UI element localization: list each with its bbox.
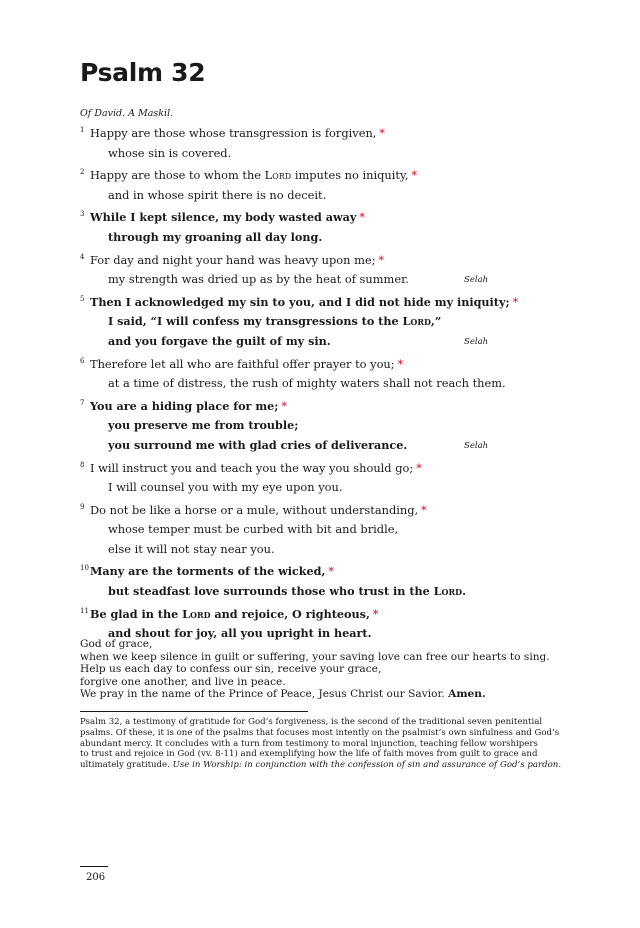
verse-9 [80, 501, 560, 560]
verse-text: but steadfast love surrounds those who trust in the [108, 584, 434, 599]
verse-continuation-line [80, 478, 560, 498]
prayer-line: Help us each day to confess our sin, receive your grace, [80, 663, 382, 676]
verse-text: Do not be like a horse or a mule, without understanding, [90, 502, 419, 517]
pointing-asterisk: * [411, 169, 418, 183]
verse-continuation-line [80, 540, 560, 560]
pointing-asterisk: * [372, 607, 379, 621]
page-number: 206 [86, 872, 106, 883]
verse-number: 9 [80, 502, 85, 511]
pointing-asterisk: * [359, 211, 365, 225]
verse-10 [80, 562, 560, 601]
verse-first-line [80, 293, 560, 313]
verse-number: 5 [80, 294, 85, 303]
psalm-superscription: Of David. A Maskil. [80, 108, 174, 119]
verse-first-line [80, 208, 560, 228]
verse-text: Therefore let all who are faithful offer prayer to you; [90, 356, 395, 371]
verse-number: 3 [80, 210, 85, 219]
verse-6 [80, 355, 560, 394]
verse-text: Happy are those whose transgression is forgiven, [90, 126, 377, 140]
verse-number: 8 [80, 460, 85, 469]
verse-number: 4 [80, 252, 85, 261]
pointing-asterisk: * [421, 503, 427, 517]
selah-marker: Selah [464, 336, 489, 347]
commentary-line: abundant mercy. It concludes with a turn from testimony to moral injunction, teaching fellow worshipers [80, 738, 538, 749]
verse-text: Happy are those to whom the [90, 168, 265, 183]
verse-text: you surround me with glad cries of deliverance. [108, 437, 408, 452]
verse-text: and shout for joy, all you upright in heart. [108, 626, 372, 641]
verse-text: whose sin is covered. [108, 145, 232, 160]
verse-text: through my groaning all day long. [108, 229, 323, 244]
verse-text: and you forgave the guilt of my sin. [108, 333, 331, 348]
verse-continuation-line [80, 186, 560, 206]
verse-continuation-line [80, 332, 560, 352]
pointing-asterisk: * [328, 565, 334, 579]
verse-continuation-line [80, 520, 560, 540]
verse-text: my strength was dried up as by the heat of summer. [108, 272, 409, 287]
verse-text: Be glad in the [90, 606, 183, 621]
verse-text: else it will not stay near you. [108, 541, 275, 556]
verse-first-line [80, 501, 560, 521]
verse-1 [80, 124, 560, 163]
verse-first-line [80, 124, 560, 144]
verse-text: I will counsel you with my eye upon you. [108, 480, 343, 495]
verse-text: whose temper must be curbed with bit and bridle, [108, 522, 399, 537]
prayer [80, 638, 560, 701]
verse-number: 2 [80, 168, 85, 177]
verse-number: 11 [80, 606, 89, 615]
verse-number: 10 [80, 564, 89, 573]
verse-text: and rejoice, O righteous, [210, 606, 370, 621]
divine-name: Lord [182, 606, 211, 621]
use-in-worship: Use in Worship: in conjunction with the confession of sin and assurance of God’s pardon. [172, 760, 562, 771]
selah-marker: Selah [464, 440, 489, 451]
verse-text: Then I acknowledged my sin to you, and I did not hide my iniquity; [90, 294, 510, 309]
verse-text: ,” [430, 314, 442, 329]
pointing-asterisk: * [416, 461, 422, 475]
verse-first-line [80, 355, 560, 375]
divine-name: Lord [433, 584, 463, 599]
verse-text: While I kept silence, my body wasted away [90, 210, 357, 225]
pointing-asterisk: * [281, 399, 287, 413]
commentary-line [80, 760, 566, 771]
commentary-line: Psalm 32, a testimony of gratitude for God’s forgiveness, is the second of the traditional seven penitential [80, 717, 543, 727]
prayer-line: when we keep silence in guilt or suffering, your saving love can free our hearts to sing. [80, 650, 550, 663]
verse-first-line [80, 605, 560, 625]
verse-7 [80, 397, 560, 456]
verse-text: you preserve me from trouble; [108, 418, 299, 433]
pointing-asterisk: * [512, 295, 519, 309]
verse-number: 1 [80, 126, 85, 134]
commentary-line: to trust and rejoice in God (vv. 8-11) and exemplifying how the life of faith moves from guilt to grace and [80, 749, 538, 760]
verse-text: at a time of distress, the rush of mighty waters shall not reach them. [108, 376, 506, 391]
verse-text: Many are the torments of the wicked, [90, 564, 326, 579]
verse-continuation-line [80, 312, 560, 332]
commentary [80, 717, 566, 771]
verse-number: 6 [80, 356, 85, 365]
verse-continuation-line [80, 436, 560, 456]
verse-4 [80, 251, 560, 290]
verse-text: For day and night your hand was heavy upon me; [90, 252, 376, 267]
verse-first-line [80, 562, 560, 582]
verse-first-line [80, 459, 560, 479]
divider-rule [80, 711, 308, 712]
verse-continuation-line [80, 228, 560, 248]
divine-name: Lord [264, 168, 292, 183]
verse-continuation-line [80, 374, 560, 394]
verse-3 [80, 208, 560, 247]
verse-continuation-line [80, 144, 560, 164]
footer-rule [80, 866, 108, 867]
verse-first-line [80, 251, 560, 271]
verse-text: imputes no iniquity, [291, 168, 409, 183]
divine-name: Lord [402, 314, 431, 329]
verse-continuation-line [80, 416, 560, 436]
verse-2 [80, 166, 560, 205]
verse-text: I will instruct you and teach you the way you should go; [90, 460, 414, 475]
prayer-closing: We pray in the name of the Prince of Peace, Jesus Christ our Savior. [80, 688, 445, 701]
verse-continuation-line [80, 270, 560, 290]
verse-first-line [80, 166, 560, 186]
verse-text: . [462, 584, 466, 599]
verse-text: I said, “I will confess my transgressions to the [108, 314, 403, 329]
prayer-line: forgive one another, and live in peace. [80, 675, 286, 688]
verse-number: 7 [80, 398, 85, 407]
verse-first-line [80, 397, 560, 417]
prayer-line: God of grace, [80, 638, 153, 650]
prayer-line [80, 688, 560, 701]
commentary-text: ultimately gratitude. [80, 760, 170, 771]
verse-5 [80, 293, 560, 352]
verse-text: You are a hiding place for me; [90, 398, 279, 413]
verse-continuation-line [80, 582, 560, 602]
commentary-line: psalms. Of these, it is one of the psalms that focuses most intently on the psalmist’s own sinfulness and God’s [80, 727, 560, 738]
prayer-amen: Amen. [448, 688, 486, 701]
pointing-asterisk: * [397, 357, 404, 371]
selah-marker: Selah [464, 275, 489, 286]
psalm-text [80, 124, 560, 647]
page-title: Psalm 32 [80, 58, 206, 87]
verse-8 [80, 459, 560, 498]
pointing-asterisk: * [378, 253, 384, 267]
pointing-asterisk: * [379, 127, 385, 140]
verse-text: and in whose spirit there is no deceit. [108, 187, 327, 202]
